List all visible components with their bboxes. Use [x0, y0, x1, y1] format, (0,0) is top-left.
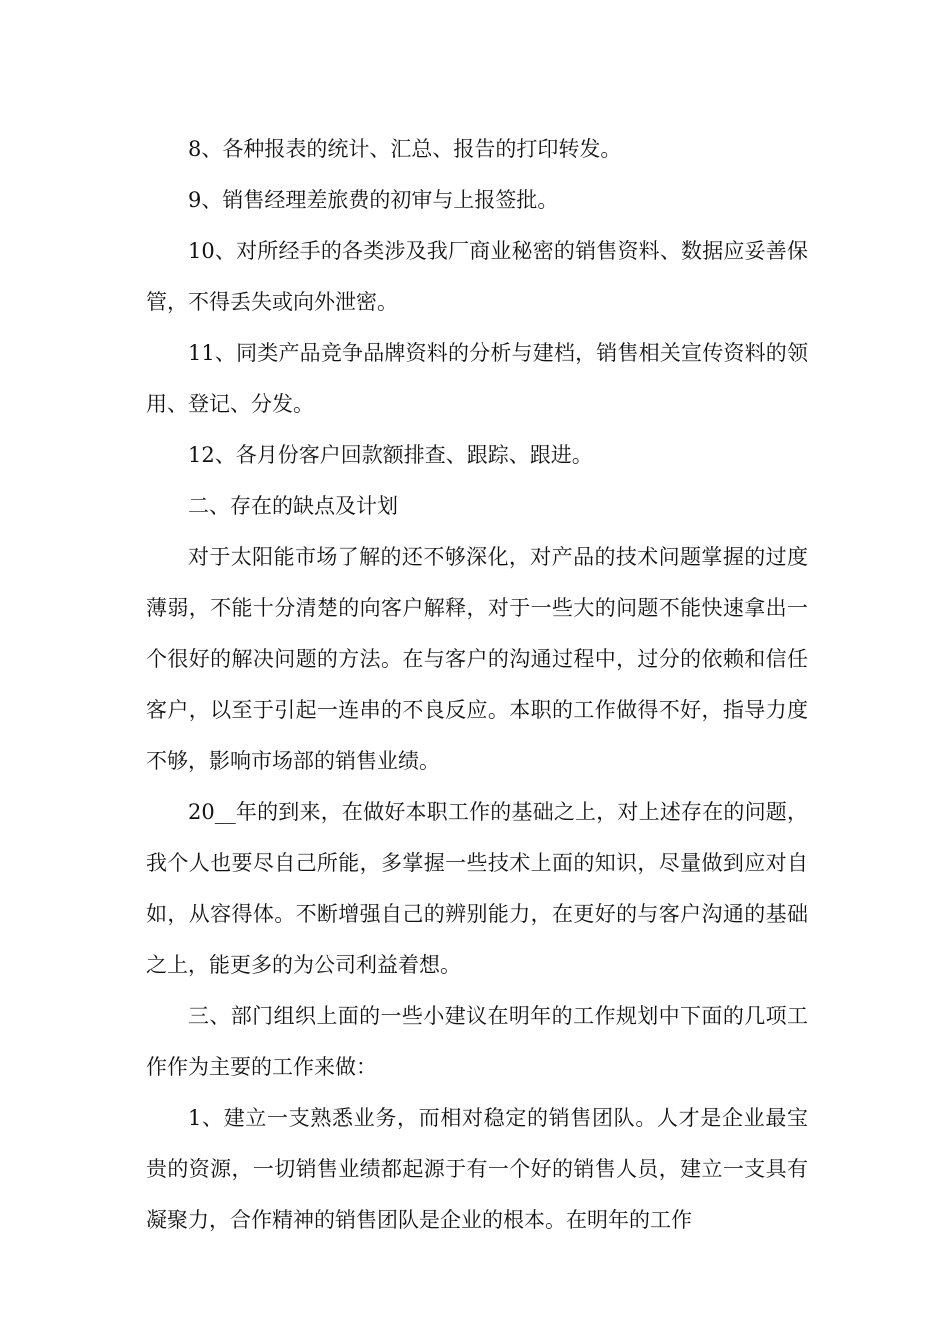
document-body	[146, 124, 808, 1246]
section-heading-3: 三、部门组织上面的一些小建议在明年的工作规划中下面的几项工作作为主要的工作来做：	[146, 1004, 808, 1079]
section-heading-2: 二、存在的缺点及计划	[188, 494, 398, 518]
paragraph-item-11: 11、同类产品竞争品牌资料的分析与建档，销售相关宣传资料的领用、登记、分发。	[146, 341, 808, 416]
paragraph-item-10: 10、对所经手的各类涉及我厂商业秘密的销售资料、数据应妥善保管，不得丢失或向外泄密。	[146, 239, 808, 314]
paragraph-item-12: 12、各月份客户回款额排查、跟踪、跟进。	[188, 443, 593, 467]
paragraph-item-9: 9、销售经理差旅费的初审与上报签批。	[188, 188, 559, 212]
paragraph-item-8: 8、各种报表的统计、汇总、报告的打印转发。	[188, 137, 622, 161]
paragraph-shortcomings: 对于太阳能市场了解的还不够深化，对产品的技术问题掌握的过度薄弱，不能十分清楚的向客户解释，对于一些大的问题不能快速拿出一个很好的解决问题的方法。在与客户的沟通过程中，过分的依赖和信任客户，以至于引起一连串的不良反应。本职的工作做得不好，指导力度不够，影响市场部的销售业绩。	[146, 545, 808, 773]
paragraph-plan: 20__年的到来，在做好本职工作的基础之上，对上述存在的问题，我个人也要尽自己所能，多掌握一些技术上面的知识，尽量做到应对自如，从容得体。不断增强自己的辨别能力，在更好的与客户沟通的基础之上，能更多的为公司利益着想。	[146, 800, 808, 977]
paragraph-suggestion-1: 1、建立一支熟悉业务，而相对稳定的销售团队。人才是企业最宝贵的资源，一切销售业绩都起源于有一个好的销售人员，建立一支具有凝聚力，合作精神的销售团队是企业的根本。在明年的工作	[146, 1106, 808, 1232]
